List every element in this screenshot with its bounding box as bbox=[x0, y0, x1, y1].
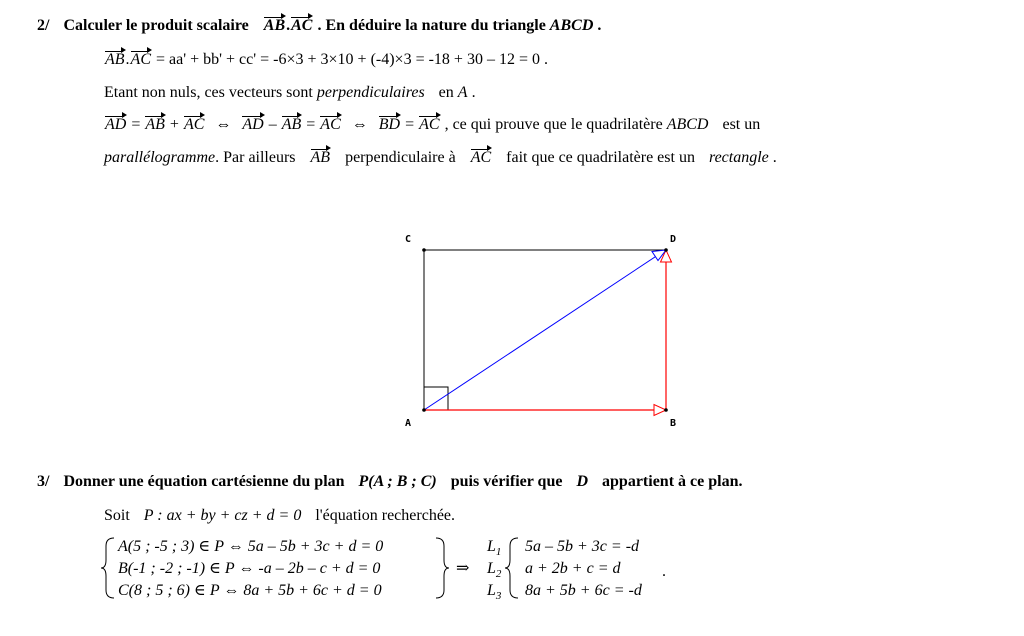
system2-row-2: a + 2b + c = d bbox=[525, 560, 621, 577]
chain-ab: AB bbox=[145, 116, 165, 133]
point-d bbox=[664, 248, 668, 252]
perp-text: Etant non nuls, ces vecteurs sont bbox=[104, 84, 313, 101]
line-label-1-letter: L bbox=[487, 538, 496, 555]
chain-ab2: AB bbox=[281, 116, 302, 133]
q3-heading bbox=[37, 472, 742, 492]
system-row-2: B(-1 ; -2 ; -1) ∈ P ⇔ -a – 2b – c + d = 0 bbox=[118, 560, 381, 577]
line-label-2-sub: 2 bbox=[495, 568, 502, 581]
q2-name: ABCD bbox=[549, 17, 594, 34]
q2-heading bbox=[37, 16, 601, 36]
system-row-3: C(8 ; 5 ; 6) ∈ P ⇔ 8a + 5b + 6c + d = 0 bbox=[118, 582, 382, 599]
point-b bbox=[664, 408, 668, 412]
q2-vector-ac: AC bbox=[291, 17, 313, 34]
concl-text2: perpendiculaire à bbox=[345, 149, 456, 166]
chain-ac2: AC bbox=[320, 116, 341, 133]
q3-text2: puis vérifier que bbox=[450, 473, 563, 490]
perp-word: perpendiculaires bbox=[316, 84, 425, 101]
calc-vector-ab: AB bbox=[105, 51, 125, 68]
conclusion-line bbox=[104, 148, 777, 168]
q2-number: 2/ bbox=[37, 17, 50, 34]
label-d: D bbox=[670, 234, 677, 245]
chain-name: ABCD bbox=[666, 116, 709, 133]
arrowhead-ad bbox=[652, 250, 666, 261]
implies-arrow: ⇒ bbox=[456, 560, 470, 577]
chain-ac: AC bbox=[183, 116, 205, 133]
q2-end: . bbox=[597, 17, 602, 34]
chain-ac3: AC bbox=[419, 116, 440, 133]
vector-ad bbox=[424, 251, 664, 410]
soit-eq: P : ax + by + cz + d = 0 bbox=[143, 507, 302, 524]
q3-text: Donner une équation cartésienne du plan bbox=[63, 473, 345, 490]
soit-text: Soit bbox=[104, 507, 130, 524]
line-label-3-sub: 3 bbox=[495, 590, 502, 603]
left-brace-1 bbox=[101, 538, 114, 598]
line-label-1-sub: 1 bbox=[495, 546, 502, 559]
q3-plane: P(A ; B ; C) bbox=[358, 473, 437, 490]
perp-point: A bbox=[457, 84, 468, 101]
chain-line bbox=[104, 115, 760, 135]
right-brace-1 bbox=[436, 538, 449, 598]
calc-vector-ac: AC bbox=[130, 51, 151, 68]
perp-end: . bbox=[471, 84, 476, 101]
soit-line bbox=[104, 506, 455, 526]
chain-eq1: = bbox=[131, 116, 141, 133]
left-brace-2 bbox=[505, 538, 518, 598]
concl-word2: rectangle bbox=[708, 149, 769, 166]
concl-text3: fait que ce quadrilatère est un bbox=[506, 149, 695, 166]
chain-eq3: = bbox=[405, 116, 415, 133]
concl-end: . bbox=[772, 149, 777, 166]
chain-iff2: ⇔ bbox=[351, 116, 368, 133]
chain-text2: est un bbox=[722, 116, 761, 133]
calc-line bbox=[104, 50, 548, 70]
q3-number: 3/ bbox=[37, 473, 50, 490]
line-label-2-letter: L bbox=[487, 560, 496, 577]
chain-ad2: AD bbox=[242, 116, 264, 133]
soit-text2: l'équation recherchée. bbox=[315, 507, 456, 524]
point-a bbox=[422, 408, 426, 412]
chain-iff1: ⇔ bbox=[215, 116, 232, 133]
chain-plus: + bbox=[169, 116, 179, 133]
system-end: . bbox=[662, 563, 666, 580]
arrowhead-bd bbox=[661, 250, 672, 262]
system-row-1: A(5 ; -5 ; 3) ∈ P ⇔ 5a – 5b + 3c + d = 0 bbox=[118, 538, 384, 555]
calc-dot: . bbox=[125, 51, 130, 68]
right-angle-mark bbox=[424, 387, 448, 410]
q3-text3: appartient à ce plan. bbox=[602, 473, 743, 490]
label-a: A bbox=[405, 418, 412, 429]
label-c: C bbox=[405, 234, 412, 245]
concl-word: parallélogramme bbox=[104, 149, 216, 166]
calc-formula: = aa' + bb' + cc' = -6×3 + 3×10 + (-4)×3 = -18 + 30 – 12 = 0 . bbox=[156, 51, 548, 68]
perp-en: en bbox=[438, 84, 454, 101]
line-label-3-letter: L bbox=[487, 582, 496, 599]
perp-line bbox=[104, 83, 476, 103]
point-c bbox=[422, 248, 426, 252]
concl-ac: AC bbox=[470, 149, 492, 166]
concl-ab: AB bbox=[310, 149, 331, 166]
q3-point: D bbox=[576, 473, 589, 490]
arrowhead-ab bbox=[654, 405, 666, 416]
line-label-3 bbox=[487, 581, 501, 606]
chain-eq2: = bbox=[306, 116, 316, 133]
system2-row-1: 5a – 5b + 3c = -d bbox=[525, 538, 640, 555]
q2-text2: . En déduire la nature du triangle bbox=[317, 17, 546, 34]
chain-text: , ce qui prouve que le quadrilatère bbox=[444, 116, 663, 133]
system2-row-3: 8a + 5b + 6c = -d bbox=[525, 582, 642, 599]
q2-dot: . bbox=[286, 17, 291, 34]
chain-minus: – bbox=[268, 116, 277, 133]
label-b: B bbox=[670, 418, 677, 429]
chain-ad: AD bbox=[105, 116, 127, 133]
q2-vector-ab: AB bbox=[263, 17, 286, 34]
concl-text: . Par ailleurs bbox=[215, 149, 296, 166]
q2-text: Calculer le produit scalaire bbox=[63, 17, 249, 34]
chain-bd: BD bbox=[378, 116, 401, 133]
